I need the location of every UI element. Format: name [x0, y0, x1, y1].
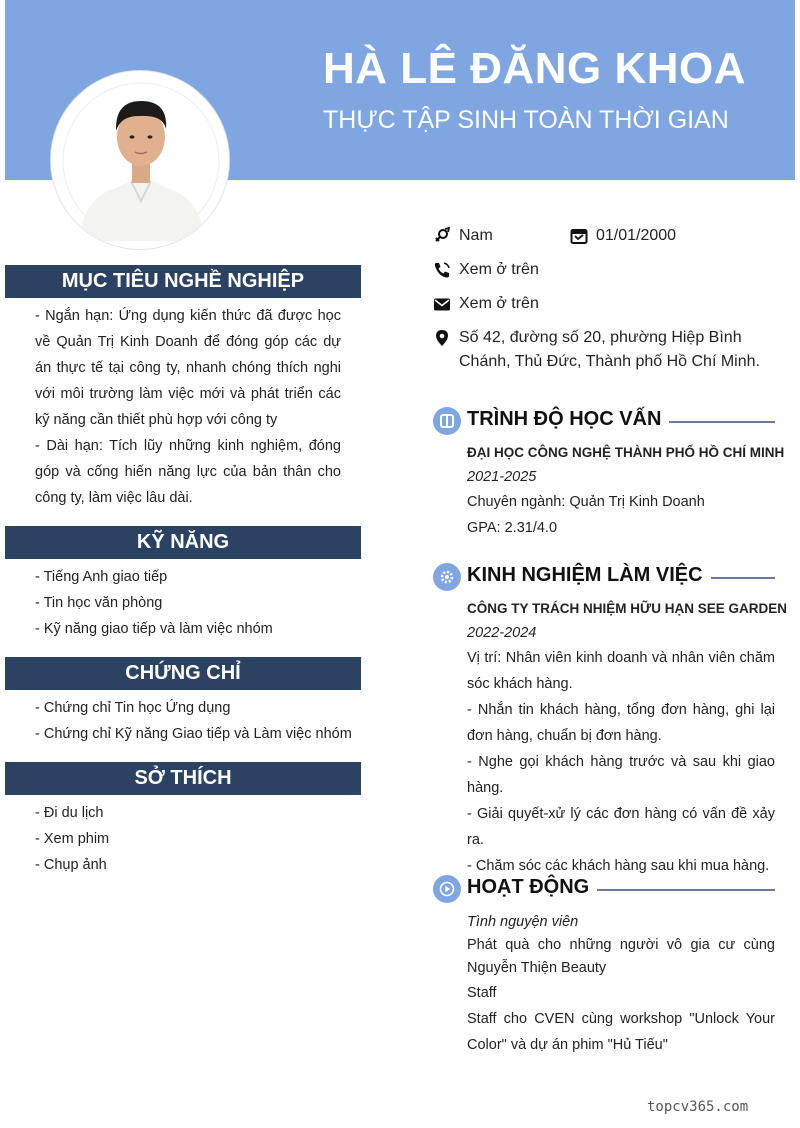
education-title: TRÌNH ĐỘ HỌC VẤN [467, 408, 669, 431]
address-row [459, 326, 769, 374]
education-entry [467, 441, 785, 541]
company-name: CÔNG TY TRÁCH NHIỆM HỮU HẠN SEE GARDEN [467, 601, 787, 616]
experience-period: 2022-2024 [467, 625, 537, 641]
address-value: Số 42, đường số 20, phường Hiệp Bình Chánh, Thủ Đức, Thành phố Hồ Chí Minh. [459, 329, 760, 370]
list-item: - Kỹ năng giao tiếp và làm việc nhóm [35, 621, 273, 637]
activities-entry [467, 910, 775, 1058]
location-pin-icon [433, 329, 451, 347]
activities-heading [433, 874, 775, 904]
skills-heading: KỸ NĂNG [5, 526, 361, 559]
candidate-job-title: THỰC TẬP SINH TOÀN THỜI GIAN [323, 106, 729, 134]
list-item: - Tin học văn phòng [35, 595, 163, 611]
hobbies-heading: SỞ THÍCH [5, 762, 361, 795]
experience-entry [467, 597, 787, 879]
phone-row [459, 258, 539, 282]
experience-title: KINH NGHIỆM LÀM VIỆC [467, 564, 711, 587]
education-gpa: GPA: 2.31/4.0 [467, 520, 558, 536]
career-objective-heading: MỤC TIÊU NGHỀ NGHIỆP [5, 265, 361, 298]
book-icon [433, 407, 461, 435]
phone-icon [433, 261, 451, 279]
play-icon [433, 875, 461, 903]
skills-list [35, 564, 341, 642]
education-heading [433, 406, 775, 436]
envelope-icon [433, 295, 451, 313]
certificates-heading: CHỨNG CHỈ [5, 657, 361, 690]
education-major: Chuyên ngành: Quản Trị Kinh Doanh [467, 494, 705, 510]
experience-line: - Nhắn tin khách hàng, tổng đơn hàng, ghi lại đơn hàng, chuẩn bị đơn hàng. [467, 702, 775, 744]
birthdate-row [596, 224, 676, 248]
gender-row [459, 224, 493, 248]
candidate-name: HÀ LÊ ĐĂNG KHOA [323, 44, 747, 93]
short-term-goal: - Ngắn hạn: Ứng dụng kiến thức đã được học về Quản Trị Kinh Doanh để đóng góp các dự án thực tế tại công ty, nhanh chóng thích nghi với môi trường làm việc mới và phát triển các kỹ năng cần thiết phù hợp với công ty [35, 308, 341, 428]
list-item: - Đi du lịch [35, 805, 104, 821]
experience-line: - Chăm sóc các khách hàng sau khi mua hàng. [467, 858, 770, 874]
career-objective-content [35, 303, 341, 511]
email-row [459, 292, 539, 316]
school-name: ĐẠI HỌC CÔNG NGHỆ THÀNH PHỐ HỒ CHÍ MINH [467, 445, 785, 460]
gear-icon [433, 563, 461, 591]
gender-value: Nam [459, 227, 493, 244]
experience-line: - Giải quyết-xử lý các đơn hàng có vấn đề xảy ra. [467, 806, 775, 848]
experience-line: - Nghe gọi khách hàng trước và sau khi giao hàng. [467, 754, 775, 796]
gender-icon [433, 227, 451, 245]
avatar-photo [51, 71, 230, 250]
watermark: topcv365.com [647, 1099, 749, 1115]
list-item: - Chứng chỉ Kỹ năng Giao tiếp và Làm việc nhóm [35, 726, 352, 742]
activity-description: Staff cho CVEN cùng workshop "Unlock Your Color" và dự án phim "Hủ Tiếu" [467, 1011, 775, 1053]
email-value: Xem ở trên [459, 295, 539, 312]
list-item: - Xem phim [35, 831, 110, 847]
experience-line: Vị trí: Nhân viên kinh doanh và nhân viên chăm sóc khách hàng. [467, 650, 775, 692]
activities-title: HOẠT ĐỘNG [467, 876, 597, 899]
hobbies-list [35, 800, 341, 878]
activity-role: Staff [467, 985, 497, 1001]
activity-description: Phát quà cho những người vô gia cư cùng Nguyễn Thiện Beauty [467, 937, 775, 976]
list-item: - Tiếng Anh giao tiếp [35, 569, 168, 585]
calendar-icon [570, 227, 588, 245]
birthdate-value: 01/01/2000 [596, 227, 677, 244]
avatar [50, 70, 230, 250]
list-item: - Chụp ảnh [35, 857, 107, 873]
education-period: 2021-2025 [467, 469, 537, 485]
certificates-list [35, 695, 352, 747]
phone-value: Xem ở trên [459, 261, 539, 278]
list-item: - Chứng chỉ Tin học Ứng dụng [35, 700, 231, 716]
experience-heading [433, 562, 775, 592]
activity-role: Tình nguyện viên [467, 914, 579, 930]
long-term-goal: - Dài hạn: Tích lũy những kinh nghiệm, đóng góp và cống hiến năng lực của bản thân cho công ty, làm việc lâu dài. [35, 438, 341, 506]
